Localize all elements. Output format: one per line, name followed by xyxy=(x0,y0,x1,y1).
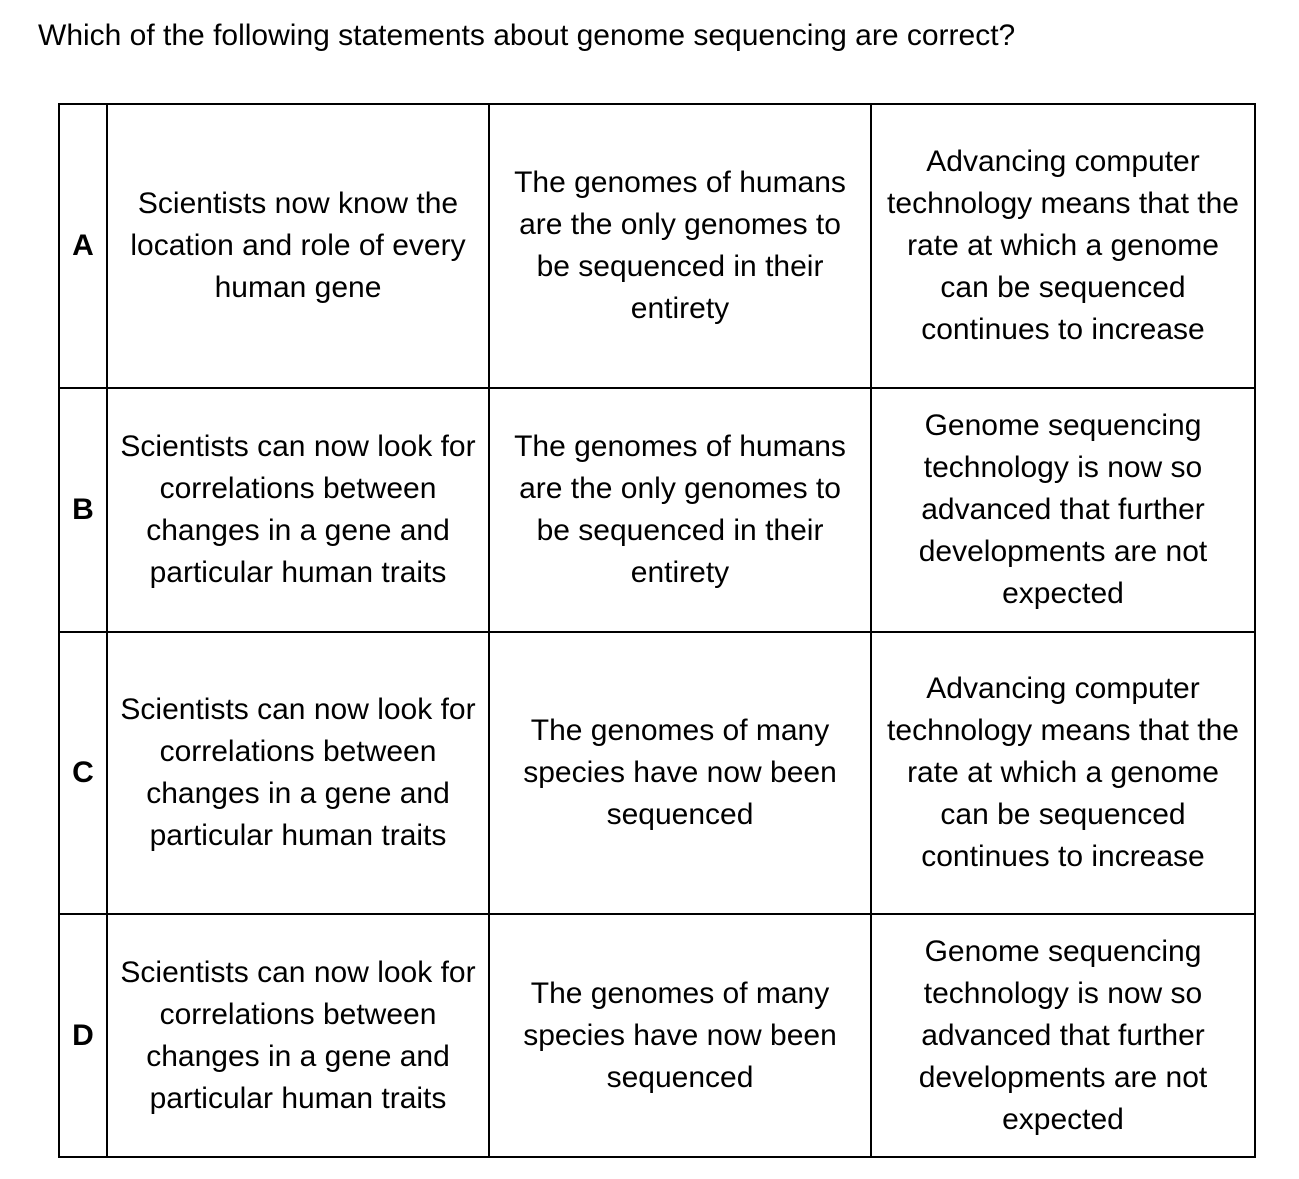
option-statement-2: The genomes of humans are the only genomes to be sequenced in their entirety xyxy=(489,104,871,388)
option-letter: A xyxy=(59,104,107,388)
option-statement-3: Advancing computer technology means that the rate at which a genome can be sequenced continues to increase xyxy=(871,632,1255,914)
option-statement-3: Genome sequencing technology is now so advanced that further developments are not expected xyxy=(871,388,1255,632)
option-statement-2: The genomes of humans are the only genomes to be sequenced in their entirety xyxy=(489,388,871,632)
option-statement-1: Scientists can now look for correlations between changes in a gene and particular human traits xyxy=(107,914,489,1157)
option-row-b[interactable] xyxy=(59,388,1255,632)
question-text: Which of the following statements about genome sequencing are correct? xyxy=(38,19,1016,52)
option-row-a[interactable] xyxy=(59,104,1255,388)
option-letter: D xyxy=(59,914,107,1157)
option-row-c[interactable] xyxy=(59,632,1255,914)
option-letter: C xyxy=(59,632,107,914)
option-letter: B xyxy=(59,388,107,632)
option-statement-1: Scientists now know the location and role of every human gene xyxy=(107,104,489,388)
option-row-d[interactable] xyxy=(59,914,1255,1157)
option-statement-3: Advancing computer technology means that the rate at which a genome can be sequenced continues to increase xyxy=(871,104,1255,388)
option-statement-1: Scientists can now look for correlations between changes in a gene and particular human traits xyxy=(107,632,489,914)
option-statement-2: The genomes of many species have now been sequenced xyxy=(489,914,871,1157)
option-statement-2: The genomes of many species have now been sequenced xyxy=(489,632,871,914)
option-statement-3: Genome sequencing technology is now so advanced that further developments are not expected xyxy=(871,914,1255,1157)
option-statement-1: Scientists can now look for correlations between changes in a gene and particular human traits xyxy=(107,388,489,632)
options-table xyxy=(58,103,1256,1158)
